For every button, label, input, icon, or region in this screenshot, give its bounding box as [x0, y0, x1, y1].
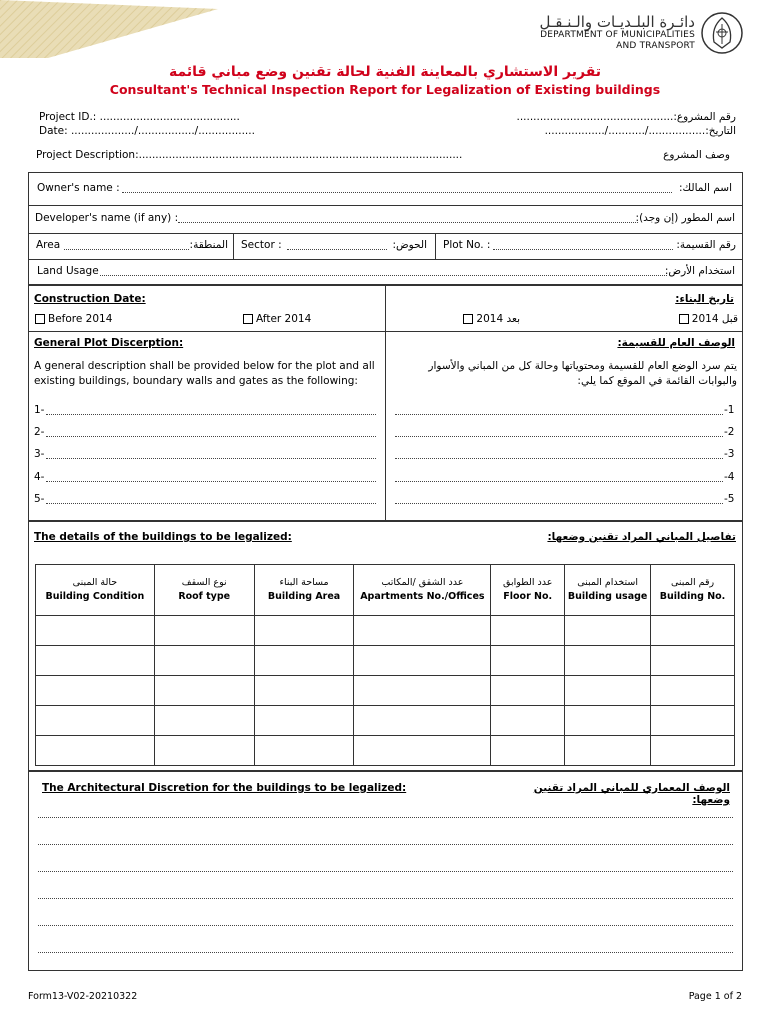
list-item-number-ar: -3 [724, 448, 735, 460]
project-id-field[interactable]: Project ID.: .......................................... [39, 111, 240, 123]
table-cell[interactable] [491, 676, 565, 706]
plot-item-input-ar[interactable] [395, 404, 723, 415]
table-cell[interactable] [491, 736, 565, 766]
table-cell[interactable] [491, 646, 565, 676]
land-usage-input[interactable] [100, 265, 667, 276]
project-description-label-ar: وصف المشروع [663, 149, 730, 161]
table-row [36, 736, 735, 766]
developer-name-input[interactable] [178, 212, 638, 223]
before-2014-option[interactable]: Before 2014 [32, 313, 112, 325]
sector-input[interactable] [287, 239, 387, 250]
table-cell[interactable] [651, 736, 735, 766]
table-cell[interactable] [354, 706, 491, 736]
plot-number-input[interactable] [493, 239, 673, 250]
checkbox-icon[interactable] [35, 314, 45, 324]
list-item-number: 4- [34, 471, 45, 483]
area-input[interactable] [64, 239, 189, 250]
plot-item-input[interactable] [46, 426, 376, 437]
before-2014-option-ar[interactable]: قبل 2014 [620, 313, 738, 325]
construction-date-title-ar: تاريخ البناء: [675, 293, 734, 305]
column-header-building-no: رقم المبنى Building No. [651, 565, 735, 616]
project-description-field[interactable]: Project Description:................................................................................................. [36, 149, 463, 161]
plot-item-input[interactable] [46, 471, 376, 482]
architectural-line-input[interactable] [38, 834, 733, 845]
table-cell[interactable] [154, 616, 254, 646]
project-id-field-ar[interactable]: رقم المشروع:............................................... [516, 111, 736, 123]
department-name-en-line1: DEPARTMENT OF MUNICIPALITIES [540, 30, 695, 40]
table-header-row [36, 565, 735, 616]
table-cell[interactable] [36, 646, 155, 676]
list-item-number: 5- [34, 493, 45, 505]
form-code: Form13-V02-20210322 [28, 991, 138, 1002]
table-cell[interactable] [154, 676, 254, 706]
buildings-title-ar: تفاصيل المباني المراد تقنين وضعها: [547, 531, 736, 543]
table-cell[interactable] [565, 736, 651, 766]
plot-item-input[interactable] [46, 448, 376, 459]
owner-name-input[interactable] [122, 182, 672, 193]
table-cell[interactable] [36, 736, 155, 766]
architectural-title-ar: الوصف المعماري للمباني المراد تقنين وضعها: [533, 782, 730, 806]
list-item-number-ar: -4 [724, 471, 735, 483]
architectural-title: The Architectural Discretion for the buildings to be legalized: [42, 782, 407, 794]
table-cell[interactable] [354, 646, 491, 676]
table-cell[interactable] [354, 676, 491, 706]
plot-item-input-ar[interactable] [395, 448, 723, 459]
table-cell[interactable] [651, 676, 735, 706]
table-cell[interactable] [491, 706, 565, 736]
table-cell[interactable] [651, 616, 735, 646]
table-row [36, 616, 735, 646]
table-cell[interactable] [254, 736, 354, 766]
plot-description-text-ar: يتم سرد الوضع العام للقسيمة ومحتوياتها وحالة كل من المباني والأسوار والبوابات القائمة في الموقع كما يلي: [428, 360, 737, 387]
developer-name-label: Developer's name (if any) : [35, 212, 179, 224]
checkbox-icon[interactable] [463, 314, 473, 324]
plot-item-input[interactable] [46, 404, 376, 415]
table-row [36, 706, 735, 736]
owner-name-label-ar: اسم المالك: [678, 182, 732, 194]
column-header-roof-type: نوع السقف Roof type [154, 565, 254, 616]
department-name-ar: دائـرة البلـديـات والـنـقـل [539, 13, 695, 31]
plot-item-input-ar[interactable] [395, 471, 723, 482]
plot-number-label-ar: رقم القسيمة: [676, 239, 736, 251]
land-usage-label-ar: استخدام الأرض: [664, 265, 735, 277]
table-row [36, 676, 735, 706]
land-usage-label: Land Usage [37, 265, 99, 277]
sector-label-ar: الحوض: [392, 239, 427, 251]
table-cell[interactable] [254, 646, 354, 676]
table-cell[interactable] [565, 676, 651, 706]
column-header-building-usage: استخدام المبنى Building usage [565, 565, 651, 616]
list-item-number: 1- [34, 404, 45, 416]
table-row [36, 646, 735, 676]
table-cell[interactable] [565, 616, 651, 646]
header-banner [0, 0, 230, 60]
date-field-ar[interactable]: التاريخ:................./.........../.................. [544, 125, 736, 137]
table-cell[interactable] [154, 646, 254, 676]
table-cell[interactable] [565, 706, 651, 736]
after-2014-option-ar[interactable]: بعد 2014 [400, 313, 520, 325]
construction-date-title: Construction Date: [34, 293, 146, 305]
report-title-ar: تقرير الاستشاري بالمعاينة الفنية لحالة تقنين وضع مباني قائمة [168, 64, 602, 80]
checkbox-icon[interactable] [679, 314, 689, 324]
table-cell[interactable] [565, 646, 651, 676]
checkbox-icon[interactable] [243, 314, 253, 324]
column-header-building-condition: حالة المبنى Building Condition [36, 565, 155, 616]
area-label-ar: المنطقة: [189, 239, 228, 251]
table-cell[interactable] [651, 646, 735, 676]
table-cell[interactable] [491, 616, 565, 646]
falcon-emblem-icon [700, 10, 744, 56]
column-header-floor-no: عدد الطوابق Floor No. [491, 565, 565, 616]
page-number: Page 1 of 2 [688, 991, 742, 1002]
table-cell[interactable] [354, 736, 491, 766]
table-cell[interactable] [154, 736, 254, 766]
architectural-line-input[interactable] [38, 861, 733, 872]
date-field[interactable]: Date: .................../................./................. [39, 125, 255, 137]
list-item-number: 3- [34, 448, 45, 460]
architectural-line-input[interactable] [38, 888, 733, 899]
plot-item-input-ar[interactable] [395, 493, 723, 504]
plot-description-title-ar: الوصف العام للقسيمة: [617, 337, 735, 349]
report-title-en: Consultant's Technical Inspection Report for Legalization of Existing buildings [109, 82, 661, 97]
department-name-en-line2: AND TRANSPORT [616, 41, 695, 51]
plot-number-label: Plot No. : [443, 239, 491, 251]
table-cell[interactable] [254, 616, 354, 646]
table-cell[interactable] [354, 616, 491, 646]
table-cell[interactable] [154, 706, 254, 736]
owner-name-label: Owner's name : [37, 182, 120, 194]
architectural-line-input[interactable] [38, 807, 733, 818]
buildings-table [35, 564, 735, 766]
list-item-number-ar: -2 [724, 426, 735, 438]
area-label: Area [36, 239, 61, 251]
list-item-number-ar: -5 [724, 493, 735, 505]
table-cell[interactable] [651, 706, 735, 736]
table-cell[interactable] [36, 706, 155, 736]
plot-description-title: General Plot Discerption: [34, 337, 184, 349]
list-item-number: 2- [34, 426, 45, 438]
architectural-line-input[interactable] [38, 942, 733, 953]
table-cell[interactable] [254, 706, 354, 736]
table-cell[interactable] [36, 676, 155, 706]
plot-description-text: A general description shall be provided below for the plot and all existing buildings, boundary walls and gates as the following: [34, 360, 375, 387]
column-header-apartments: عدد الشقق /المكاتب Apartments No./Offices [354, 565, 491, 616]
sector-label: Sector : [241, 239, 282, 251]
after-2014-option[interactable]: After 2014 [240, 313, 311, 325]
developer-name-label-ar: اسم المطور (إن وجد): [635, 212, 735, 224]
table-cell[interactable] [254, 676, 354, 706]
column-header-building-area: مساحة البناء Building Area [254, 565, 354, 616]
list-item-number-ar: -1 [724, 404, 735, 416]
architectural-line-input[interactable] [38, 915, 733, 926]
plot-item-input-ar[interactable] [395, 426, 723, 437]
buildings-title: The details of the buildings to be legalized: [34, 531, 292, 543]
table-cell[interactable] [36, 616, 155, 646]
plot-item-input[interactable] [46, 493, 376, 504]
